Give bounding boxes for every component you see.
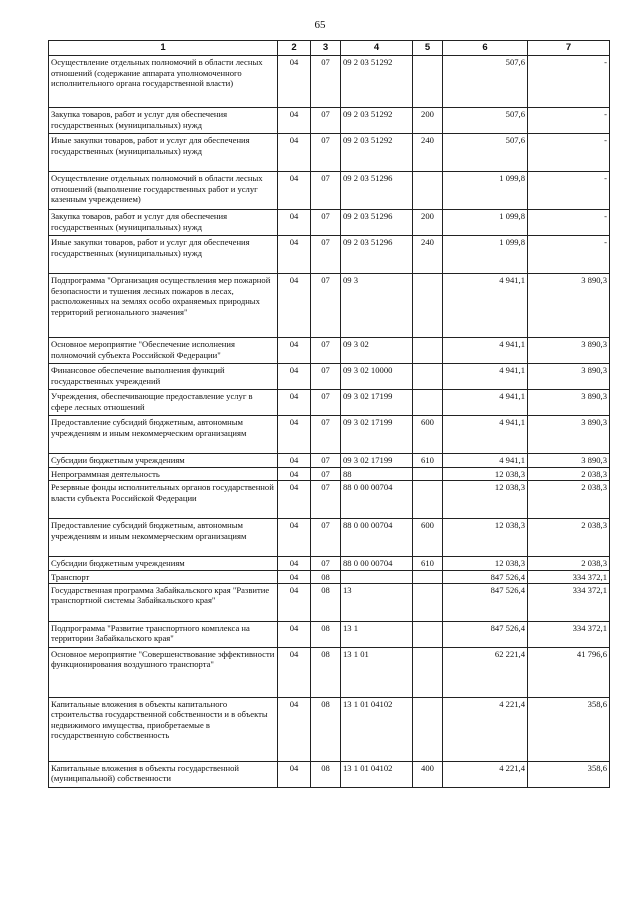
- subsection-code: 07: [311, 519, 341, 557]
- target-article-code: 88 0 00 00704: [341, 481, 413, 519]
- amount-year-1: 1 099,8: [443, 172, 528, 210]
- target-article-code: 09 2 03 51296: [341, 210, 413, 236]
- expense-type-code: [413, 570, 443, 583]
- amount-year-2: -: [528, 172, 610, 210]
- subsection-code: 07: [311, 390, 341, 416]
- amount-year-2: 334 372,1: [528, 570, 610, 583]
- target-article-code: 88: [341, 467, 413, 480]
- expense-type-code: 240: [413, 236, 443, 274]
- target-article-code: 13 1 01 04102: [341, 762, 413, 788]
- expense-type-code: 200: [413, 108, 443, 134]
- subsection-code: 07: [311, 274, 341, 338]
- column-header: 1: [49, 41, 278, 56]
- amount-year-2: -: [528, 56, 610, 108]
- row-description: Государственная программа Забайкальского края "Развитие транспортной системы Забайкальского края": [49, 584, 278, 622]
- target-article-code: 09 2 03 51292: [341, 108, 413, 134]
- section-code: 04: [278, 467, 311, 480]
- section-code: 04: [278, 338, 311, 364]
- section-code: 04: [278, 210, 311, 236]
- amount-year-1: 4 941,1: [443, 364, 528, 390]
- subsection-code: 07: [311, 172, 341, 210]
- section-code: 04: [278, 390, 311, 416]
- expense-type-code: [413, 481, 443, 519]
- table-row: [49, 390, 610, 416]
- subsection-code: 07: [311, 236, 341, 274]
- expense-type-code: [413, 56, 443, 108]
- subsection-code: 08: [311, 698, 341, 762]
- subsection-code: 07: [311, 134, 341, 172]
- expense-type-code: 400: [413, 762, 443, 788]
- amount-year-2: 358,6: [528, 698, 610, 762]
- target-article-code: 09 2 03 51292: [341, 134, 413, 172]
- row-description: Основное мероприятие "Совершенствование эффективности функционирования воздушного транспорта": [49, 648, 278, 698]
- amount-year-2: 3 890,3: [528, 338, 610, 364]
- amount-year-1: 4 941,1: [443, 416, 528, 454]
- table-row: [49, 236, 610, 274]
- table-row: [49, 134, 610, 172]
- target-article-code: 13: [341, 584, 413, 622]
- table-row: [49, 557, 610, 570]
- expense-type-code: [413, 584, 443, 622]
- table-row: [49, 698, 610, 762]
- amount-year-1: 4 221,4: [443, 698, 528, 762]
- section-code: 04: [278, 698, 311, 762]
- table-row: [49, 210, 610, 236]
- table-row: [49, 648, 610, 698]
- column-header: 5: [413, 41, 443, 56]
- column-header: 7: [528, 41, 610, 56]
- target-article-code: [341, 570, 413, 583]
- expense-type-code: [413, 364, 443, 390]
- row-description: Капитальные вложения в объекты капитального строительства государственной собственности и в объекты недвижимого имущества, приобретаемые в государственную собственность: [49, 698, 278, 762]
- table-row: [49, 519, 610, 557]
- section-code: 04: [278, 648, 311, 698]
- column-header: 6: [443, 41, 528, 56]
- amount-year-1: 4 941,1: [443, 274, 528, 338]
- table-row: [49, 481, 610, 519]
- table-row: [49, 172, 610, 210]
- amount-year-2: -: [528, 134, 610, 172]
- amount-year-2: -: [528, 236, 610, 274]
- row-description: Иные закупки товаров, работ и услуг для обеспечения государственных (муниципальных) нужд: [49, 236, 278, 274]
- section-code: 04: [278, 762, 311, 788]
- amount-year-2: 3 890,3: [528, 454, 610, 467]
- row-description: Подпрограмма "Организация осуществления мер пожарной безопасности и тушения лесных пожаров в лесах, расположенных на землях особо охраняемых природных территорий регионального значения": [49, 274, 278, 338]
- target-article-code: 09 3 02 17199: [341, 454, 413, 467]
- subsection-code: 08: [311, 762, 341, 788]
- amount-year-2: 41 796,6: [528, 648, 610, 698]
- amount-year-1: 12 038,3: [443, 467, 528, 480]
- table-row: [49, 762, 610, 788]
- amount-year-1: 507,6: [443, 56, 528, 108]
- amount-year-1: 1 099,8: [443, 236, 528, 274]
- amount-year-1: 847 526,4: [443, 622, 528, 648]
- row-description: Учреждения, обеспечивающие предоставление услуг в сфере лесных отношений: [49, 390, 278, 416]
- amount-year-1: 847 526,4: [443, 584, 528, 622]
- table-row: [49, 274, 610, 338]
- row-description: Субсидии бюджетным учреждениям: [49, 454, 278, 467]
- expense-type-code: [413, 274, 443, 338]
- amount-year-1: 4 941,1: [443, 390, 528, 416]
- amount-year-2: 2 038,3: [528, 557, 610, 570]
- amount-year-2: -: [528, 108, 610, 134]
- section-code: 04: [278, 108, 311, 134]
- table-row: [49, 467, 610, 480]
- row-description: Основное мероприятие "Обеспечение исполнения полномочий субъекта Российской Федерации": [49, 338, 278, 364]
- amount-year-1: 4 941,1: [443, 338, 528, 364]
- section-code: 04: [278, 56, 311, 108]
- target-article-code: 09 3 02 17199: [341, 390, 413, 416]
- subsection-code: 08: [311, 570, 341, 583]
- subsection-code: 07: [311, 108, 341, 134]
- section-code: 04: [278, 519, 311, 557]
- amount-year-2: -: [528, 210, 610, 236]
- amount-year-2: 2 038,3: [528, 519, 610, 557]
- expense-type-code: 600: [413, 519, 443, 557]
- target-article-code: 09 3: [341, 274, 413, 338]
- row-description: Осуществление отдельных полномочий в области лесных отношений (содержание аппарата уполномоченного исполнительного органа государственной власти): [49, 56, 278, 108]
- target-article-code: 09 3 02 17199: [341, 416, 413, 454]
- row-description: Субсидии бюджетным учреждениям: [49, 557, 278, 570]
- row-description: Капитальные вложения в объекты государственной (муниципальной) собственности: [49, 762, 278, 788]
- target-article-code: 88 0 00 00704: [341, 557, 413, 570]
- section-code: 04: [278, 570, 311, 583]
- table-row: [49, 416, 610, 454]
- column-header: 4: [341, 41, 413, 56]
- amount-year-2: 358,6: [528, 762, 610, 788]
- expense-type-code: 610: [413, 557, 443, 570]
- row-description: Закупка товаров, работ и услуг для обеспечения государственных (муниципальных) нужд: [49, 210, 278, 236]
- expense-type-code: 600: [413, 416, 443, 454]
- target-article-code: 88 0 00 00704: [341, 519, 413, 557]
- amount-year-1: 4 941,1: [443, 454, 528, 467]
- subsection-code: 07: [311, 454, 341, 467]
- amount-year-2: 3 890,3: [528, 364, 610, 390]
- table-row: [49, 108, 610, 134]
- row-description: Предоставление субсидий бюджетным, автономным учреждениям и иным некоммерческим организациям: [49, 519, 278, 557]
- target-article-code: 13 1: [341, 622, 413, 648]
- target-article-code: 09 2 03 51296: [341, 172, 413, 210]
- target-article-code: 13 1 01 04102: [341, 698, 413, 762]
- amount-year-2: 3 890,3: [528, 390, 610, 416]
- section-code: 04: [278, 134, 311, 172]
- table-row: [49, 584, 610, 622]
- subsection-code: 07: [311, 416, 341, 454]
- expense-type-code: [413, 698, 443, 762]
- section-code: 04: [278, 454, 311, 467]
- subsection-code: 08: [311, 622, 341, 648]
- section-code: 04: [278, 622, 311, 648]
- row-description: Закупка товаров, работ и услуг для обеспечения государственных (муниципальных) нужд: [49, 108, 278, 134]
- section-code: 04: [278, 172, 311, 210]
- expense-type-code: 200: [413, 210, 443, 236]
- amount-year-1: 12 038,3: [443, 557, 528, 570]
- target-article-code: 09 3 02: [341, 338, 413, 364]
- row-description: Предоставление субсидий бюджетным, автономным учреждениям и иным некоммерческим организациям: [49, 416, 278, 454]
- table-row: [49, 338, 610, 364]
- table-row: [49, 622, 610, 648]
- amount-year-2: 3 890,3: [528, 274, 610, 338]
- row-description: Резервные фонды исполнительных органов государственной власти субъекта Российской Федерации: [49, 481, 278, 519]
- section-code: 04: [278, 584, 311, 622]
- row-description: Транспорт: [49, 570, 278, 583]
- section-code: 04: [278, 364, 311, 390]
- subsection-code: 07: [311, 481, 341, 519]
- row-description: Подпрограмма "Развитие транспортного комплекса на территории Забайкальского края": [49, 622, 278, 648]
- amount-year-1: 847 526,4: [443, 570, 528, 583]
- amount-year-1: 507,6: [443, 108, 528, 134]
- page-number: 65: [314, 19, 326, 31]
- subsection-code: 07: [311, 557, 341, 570]
- subsection-code: 07: [311, 338, 341, 364]
- section-code: 04: [278, 481, 311, 519]
- amount-year-2: 3 890,3: [528, 416, 610, 454]
- subsection-code: 07: [311, 467, 341, 480]
- table-row: [49, 454, 610, 467]
- expense-type-code: [413, 172, 443, 210]
- amount-year-1: 62 221,4: [443, 648, 528, 698]
- amount-year-2: 2 038,3: [528, 481, 610, 519]
- expense-type-code: [413, 390, 443, 416]
- subsection-code: 08: [311, 648, 341, 698]
- row-description: Непрограммная деятельность: [49, 467, 278, 480]
- row-description: Иные закупки товаров, работ и услуг для обеспечения государственных (муниципальных) нужд: [49, 134, 278, 172]
- section-code: 04: [278, 416, 311, 454]
- table-body: [49, 56, 610, 788]
- amount-year-1: 4 221,4: [443, 762, 528, 788]
- amount-year-2: 334 372,1: [528, 584, 610, 622]
- expense-type-code: 610: [413, 454, 443, 467]
- target-article-code: 13 1 01: [341, 648, 413, 698]
- row-description: Финансовое обеспечение выполнения функций государственных учреждений: [49, 364, 278, 390]
- amount-year-1: 12 038,3: [443, 519, 528, 557]
- table-header-row: [49, 41, 610, 56]
- budget-table: [48, 40, 610, 788]
- expense-type-code: [413, 622, 443, 648]
- expense-type-code: [413, 338, 443, 364]
- section-code: 04: [278, 557, 311, 570]
- table-row: [49, 56, 610, 108]
- table-row: [49, 570, 610, 583]
- amount-year-1: 507,6: [443, 134, 528, 172]
- expense-type-code: 240: [413, 134, 443, 172]
- section-code: 04: [278, 274, 311, 338]
- target-article-code: 09 2 03 51296: [341, 236, 413, 274]
- subsection-code: 07: [311, 364, 341, 390]
- column-header: 2: [278, 41, 311, 56]
- row-description: Осуществление отдельных полномочий в области лесных отношений (выполнение государственных работ и услуг казенным учреждением): [49, 172, 278, 210]
- amount-year-1: 1 099,8: [443, 210, 528, 236]
- amount-year-2: 2 038,3: [528, 467, 610, 480]
- subsection-code: 07: [311, 210, 341, 236]
- table-row: [49, 364, 610, 390]
- amount-year-2: 334 372,1: [528, 622, 610, 648]
- subsection-code: 08: [311, 584, 341, 622]
- amount-year-1: 12 038,3: [443, 481, 528, 519]
- column-header: 3: [311, 41, 341, 56]
- target-article-code: 09 2 03 51292: [341, 56, 413, 108]
- expense-type-code: [413, 467, 443, 480]
- subsection-code: 07: [311, 56, 341, 108]
- expense-type-code: [413, 648, 443, 698]
- target-article-code: 09 3 02 10000: [341, 364, 413, 390]
- section-code: 04: [278, 236, 311, 274]
